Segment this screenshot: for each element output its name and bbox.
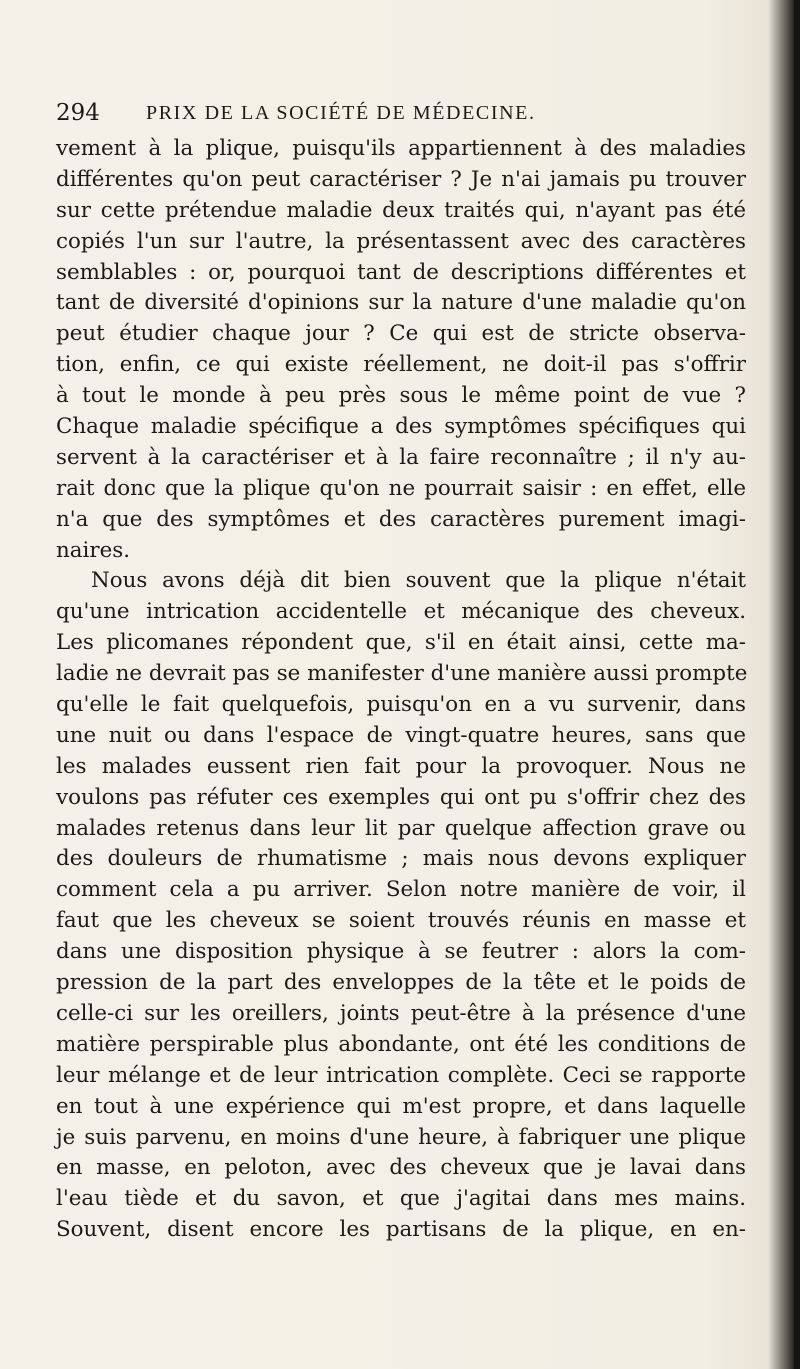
- text-line: Les plicomanes répondent que, s'il en était ainsi, cette ma-: [56, 630, 746, 656]
- text-line: n'a que des symptômes et des caractères purement imagi-: [56, 506, 746, 532]
- text-line: voulons pas réfuter ces exemples qui ont pu s'offrir chez des: [56, 784, 746, 810]
- text-line: je suis parvenu, en moins d'une heure, à fabriquer une plique: [56, 1124, 746, 1150]
- text-line: rait donc que la plique qu'on ne pourrait saisir : en effet, elle: [56, 475, 746, 501]
- text-line: peut étudier chaque jour ? Ce qui est de stricte observa-: [56, 321, 746, 347]
- text-line: à tout le monde à peu près sous le même point de vue ?: [56, 383, 746, 409]
- text-line: faut que les cheveux se soient trouvés réunis en masse et: [56, 908, 746, 934]
- text-line: comment cela a pu arriver. Selon notre manière de voir, il: [56, 877, 746, 903]
- body-text: [56, 134, 746, 1246]
- text-line: Nous avons déjà dit bien souvent que la plique n'était: [91, 568, 746, 594]
- page-number: 294: [56, 100, 100, 126]
- binding-edge-shadow: [794, 0, 800, 1369]
- text-line: les malades eussent rien fait pour la provoquer. Nous ne: [56, 753, 746, 779]
- text-line: vement à la plique, puisqu'ils appartiennent à des maladies: [56, 136, 746, 161]
- text-line: sur cette prétendue maladie deux traités qui, n'ayant pas été: [56, 197, 746, 223]
- text-line: une nuit ou dans l'espace de vingt-quatre heures, sans que: [56, 722, 746, 748]
- text-line: servent à la caractériser et à la faire reconnaître ; il n'y au-: [56, 444, 746, 470]
- text-line: en tout à une expérience qui m'est propre, et dans laquelle: [56, 1093, 746, 1119]
- page-header: [56, 98, 746, 134]
- text-line: tant de diversité d'opinions sur la nature d'une maladie qu'on: [56, 290, 746, 316]
- text-line: qu'une intrication accidentelle et mécanique des cheveux.: [56, 599, 746, 625]
- text-line: Chaque maladie spécifique a des symptômes spécifiques qui: [56, 414, 746, 440]
- text-line: dans une disposition physique à se feutrer : alors la com-: [56, 939, 746, 965]
- text-line: l'eau tiède et du savon, et que j'agitai dans mes mains.: [56, 1186, 746, 1212]
- running-head: PRIX DE LA SOCIÉTÉ DE MÉDECINE.: [146, 102, 536, 124]
- text-line: malades retenus dans leur lit par quelque affection grave ou: [56, 815, 746, 841]
- text-line: naires.: [56, 537, 131, 563]
- text-line: pression de la part des enveloppes de la tête et le poids de: [56, 970, 746, 996]
- text-line: en masse, en peloton, avec des cheveux que je lavai dans: [56, 1155, 746, 1181]
- text-line: semblables : or, pourquoi tant de descriptions différentes et: [56, 259, 746, 285]
- text-line: celle-ci sur les oreillers, joints peut-être à la présence d'une: [56, 1000, 746, 1026]
- text-line: ladie ne devrait pas se manifester d'une manière aussi prompte: [56, 661, 748, 687]
- text-line: des douleurs de rhumatisme ; mais nous devons expliquer: [56, 846, 746, 872]
- text-line: différentes qu'on peut caractériser ? Je n'ai jamais pu trouver: [56, 166, 746, 192]
- text-line: Souvent, disent encore les partisans de la plique, en en-: [56, 1217, 746, 1243]
- text-line: matière perspirable plus abondante, ont été les conditions de: [56, 1031, 746, 1057]
- text-line: tion, enfin, ce qui existe réellement, ne doit-il pas s'offrir: [56, 352, 746, 378]
- text-line: qu'elle le fait quelquefois, puisqu'on en a vu survenir, dans: [56, 692, 746, 718]
- text-line: copiés l'un sur l'autre, la présentassent avec des caractères: [56, 228, 746, 254]
- text-line: leur mélange et de leur intrication complète. Ceci se rapporte: [56, 1062, 746, 1088]
